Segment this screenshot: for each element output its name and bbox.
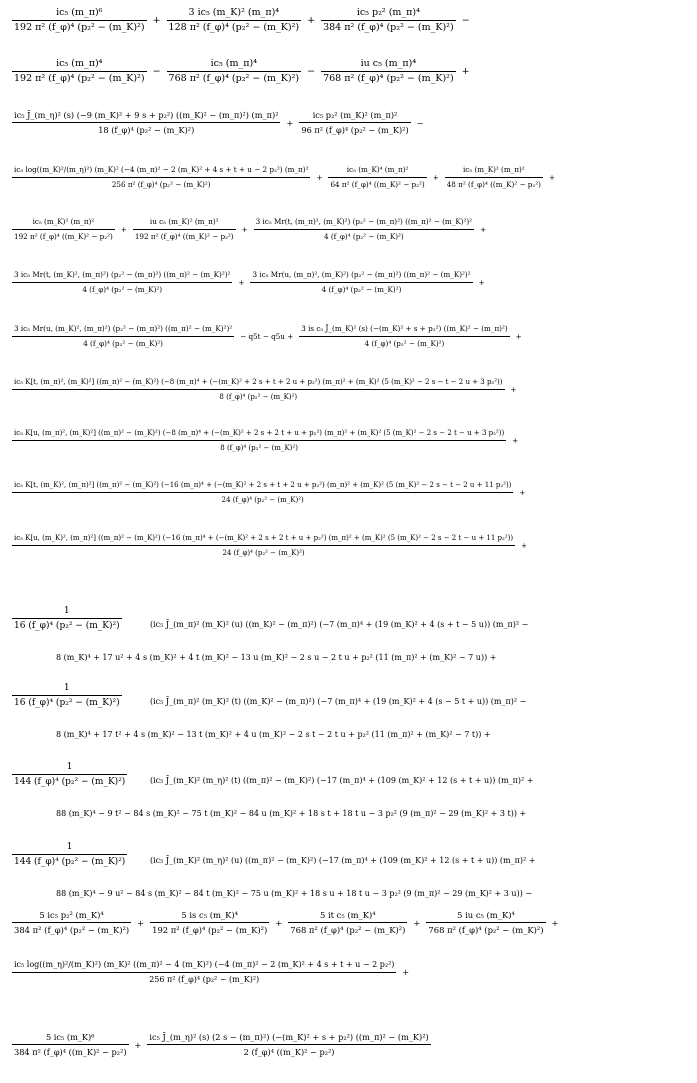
fraction-term bbox=[12, 1030, 129, 1059]
numerator: 3 ic₅ Mr(u, (m_π)², (m_K)²) (p₂² − (m_π)²) ((m_π)² − (m_K)²)² bbox=[252, 270, 471, 279]
operator: + bbox=[478, 278, 485, 287]
denominator: 192 π² (f_φ)⁴ (p₂² − (m_K)²) bbox=[14, 73, 145, 84]
denominator: 8 (f_φ)⁴ (p₂² − (m_K)²) bbox=[219, 393, 298, 401]
fraction-term bbox=[12, 108, 280, 137]
operator: + bbox=[120, 225, 127, 234]
operator: + bbox=[548, 173, 555, 182]
operator: − q5t − q5u + bbox=[240, 332, 294, 341]
operator: + bbox=[316, 173, 323, 182]
numerator: ic₅ p₂² (m_K)² (m_π)² bbox=[312, 110, 398, 120]
fraction-term bbox=[133, 215, 236, 244]
prefactor-fraction bbox=[12, 840, 127, 869]
numerator: ic₅ J̄_(m_η)² (s) (−9 (m_K)² + 9 s + p₂²) ((m_K)² − (m_π)²) (m_π)² bbox=[14, 110, 279, 120]
denominator: 144 (f_φ)⁴ (p₂² − (m_K)²) bbox=[14, 857, 126, 867]
fraction-term bbox=[12, 163, 310, 192]
expression-row-0 bbox=[10, 6, 691, 35]
operator: + bbox=[515, 332, 522, 341]
denominator: 192 π² (f_φ)⁴ (p₂² − (m_K)²) bbox=[14, 22, 145, 33]
operator: + bbox=[241, 225, 248, 234]
numerator: 1 bbox=[66, 762, 73, 772]
fraction-term bbox=[299, 322, 509, 351]
denominator: 48 π² (f_φ)⁴ ((m_K)² − p₂²) bbox=[446, 180, 541, 189]
numerator: ic₅ K[u, (m_π)², (m_K)²] ((m_π)² − (m_K)²) (−8 (m_π)⁴ + (−(m_K)² + 2 s + 2 t + u + p₂²) (m_π)² + (m_K)² (5 (m_K)² − 2 s − 2 t − u + 3 p₂²)) bbox=[14, 429, 505, 437]
numerator: 1 bbox=[63, 683, 70, 693]
numerator: 5 iu c₅ (m_K)⁴ bbox=[457, 910, 515, 920]
operator: + bbox=[512, 436, 519, 445]
block-line-1: (ic₅ J̄_(m_K)² (m_η)² (t) ((m_π)² − (m_K)²) (−17 (m_π)⁴ + (109 (m_K)² + 12 (s + t + u)) (m_π)² + bbox=[150, 776, 534, 785]
numerator: 3 ic₅ Mr(t, (m_K)², (m_π)²) (p₂² − (m_π)²) ((m_π)² − (m_K)²)² bbox=[14, 270, 231, 279]
numerator: ic₅ (m_π)⁶ bbox=[56, 7, 103, 18]
expression-row-3 bbox=[10, 163, 691, 192]
expression-row-1 bbox=[10, 57, 691, 86]
numerator: ic₅ (m_K)² (m_π)² bbox=[32, 217, 95, 226]
expression-row-7 bbox=[10, 375, 691, 404]
expression-row-9 bbox=[10, 478, 691, 507]
numerator: ic₅ log((m_η)²/(m_K)²) (m_K)² ((m_π)² − 4 (m_K)²) (−4 (m_π)² − 2 (m_K)² + 4 s + t + u − 2 p₂²) bbox=[14, 960, 395, 969]
block-line-2: 88 (m_K)⁴ − 9 u² − 84 s (m_K)² − 84 t (m_K)² − 75 u (m_K)² + 18 s u + 18 t u − 3 p₂² (9 (m_π)² − 29 (m_K)² + 3 u)) − bbox=[56, 889, 533, 898]
operator: + bbox=[152, 15, 161, 26]
block-line-1: (ic₅ J̄_(m_K)² (m_η)² (u) ((m_π)² − (m_K)²) (−17 (m_π)⁴ + (109 (m_K)² + 12 (s + t + u)) (m_π)² + bbox=[150, 856, 536, 865]
fraction-term bbox=[147, 1030, 430, 1059]
denominator: 24 (f_φ)⁴ (p₂² − (m_K)²) bbox=[221, 496, 304, 504]
expression-row-2 bbox=[10, 108, 691, 137]
denominator: 18 (f_φ)⁴ (p₂² − (m_K)²) bbox=[98, 125, 195, 135]
block-line-2: 8 (m_K)⁴ + 17 u² + 4 s (m_K)² + 4 t (m_K)² − 13 u (m_K)² − 2 s u − 2 t u + p₂² (11 (m_π)² + (m_K)² − 7 u)) + bbox=[56, 653, 497, 662]
numerator: ic₅ K[u, (m_K)², (m_π)²] ((m_π)² − (m_K)²) (−16 (m_π)⁴ + (−(m_K)² + 2 s + 2 t + u + p₂²) (m_π)² + (m_K)² (5 (m_K)² − 2 s − 2 t − u + 11 p₂²)) bbox=[14, 534, 514, 542]
fraction-term bbox=[12, 908, 131, 937]
denominator: 384 π² (f_φ)⁴ (p₂² − (m_K)²) bbox=[14, 925, 130, 935]
fraction-term bbox=[150, 908, 269, 937]
denominator: 16 (f_φ)⁴ (p₂² − (m_K)²) bbox=[14, 698, 120, 708]
block-line-1: (ic₅ J̄_(m_π)² (m_K)² (t) ((m_K)² − (m_π)²) (−7 (m_π)⁴ + (19 (m_K)² + 4 (s − 5 t + u)) (m_π)² − bbox=[150, 697, 527, 706]
expression-row-6 bbox=[10, 322, 691, 351]
denominator: 384 π² (f_φ)⁴ ((m_K)² − p₂²) bbox=[14, 1047, 127, 1057]
fraction-term bbox=[12, 426, 506, 455]
numerator: iu c₅ (m_π)⁴ bbox=[360, 58, 417, 69]
fraction-term bbox=[12, 531, 515, 560]
denominator: 192 π² (f_φ)⁴ ((m_K)² − p₂²) bbox=[14, 232, 113, 241]
prefactor-fraction bbox=[12, 604, 122, 633]
operator: + bbox=[480, 225, 487, 234]
operator: − bbox=[307, 66, 316, 77]
denominator: 256 π² (f_φ)⁴ (p₂² − (m_K)²) bbox=[149, 975, 260, 984]
fraction-term bbox=[12, 57, 147, 86]
expression-row-5 bbox=[10, 268, 691, 297]
denominator: 96 π² (f_φ)⁴ (p₂² − (m_K)²) bbox=[301, 125, 409, 135]
operator: + bbox=[519, 488, 526, 497]
fraction-term bbox=[321, 6, 456, 35]
fraction-term bbox=[12, 375, 505, 404]
denominator: 768 π² (f_φ)⁴ (p₂² − (m_K)²) bbox=[168, 73, 300, 84]
numerator: ic₅ (m_K)⁴ (m_π)² bbox=[346, 165, 409, 174]
denominator: 24 (f_φ)⁴ (p₂² − (m_K)²) bbox=[222, 549, 305, 557]
denominator: 128 π² (f_φ)⁴ (p₂² − (m_K)²) bbox=[168, 22, 300, 33]
fraction-term bbox=[426, 908, 545, 937]
fraction-term bbox=[167, 57, 302, 86]
denominator: 144 (f_φ)⁴ (p₂² − (m_K)²) bbox=[14, 777, 126, 787]
denominator: 4 (f_φ)⁴ (p₂² − (m_K)²) bbox=[82, 285, 163, 294]
numerator: ic₅ J̄_(m_η)² (s) (2 s − (m_π)²) (−(m_K)² + s + p₂²) ((m_π)² − (m_K)²) bbox=[149, 1032, 429, 1042]
numerator: 5 it c₅ (m_K)⁴ bbox=[319, 910, 376, 920]
fraction-term bbox=[445, 163, 543, 192]
fraction-term bbox=[12, 478, 513, 507]
denominator: 4 (f_φ)⁴ (p₂² − (m_K)²) bbox=[364, 339, 445, 348]
fraction-term bbox=[167, 6, 302, 35]
denominator: 192 π² (f_φ)⁴ ((m_K)² − p₂²) bbox=[134, 232, 234, 241]
expression-row-tail-1 bbox=[10, 958, 691, 987]
prefactor-fraction bbox=[12, 760, 127, 789]
operator: + bbox=[286, 117, 294, 128]
fraction-term bbox=[12, 268, 232, 297]
operator: + bbox=[510, 385, 517, 394]
fraction-term bbox=[321, 57, 456, 86]
expression-row-tail-0 bbox=[10, 908, 691, 937]
numerator: iu c₅ (m_K)² (m_π)² bbox=[149, 217, 219, 226]
block-line-2: 8 (m_K)⁴ + 17 t² + 4 s (m_K)² − 13 t (m_K)² + 4 u (m_K)² − 2 s t − 2 t u + p₂² (11 (m_π)² + (m_K)² − 7 t)) + bbox=[56, 730, 491, 739]
operator: + bbox=[432, 173, 439, 182]
expression-row-4 bbox=[10, 215, 691, 244]
numerator: 3 ic₅ Mr(t, (m_π)², (m_K)²) (p₂² − (m_π)²) ((m_π)² − (m_K)²)² bbox=[255, 217, 473, 226]
fraction-term bbox=[299, 108, 410, 137]
denominator: 2 (f_φ)⁴ ((m_K)² − p₂²) bbox=[243, 1047, 335, 1057]
operator: + bbox=[137, 917, 145, 928]
denominator: 16 (f_φ)⁴ (p₂² − (m_K)²) bbox=[14, 621, 120, 631]
operator: + bbox=[307, 15, 316, 26]
denominator: 4 (f_φ)⁴ (p₂² − (m_K)²) bbox=[83, 339, 163, 348]
numerator: 1 bbox=[63, 606, 70, 616]
numerator: ic₅ K[t, (m_K)², (m_π)²] ((m_π)² − (m_K)²) (−16 (m_π)⁴ + (−(m_K)² + 2 s + t + 2 u + p₂²) (m_π)² + (m_K)² (5 (m_K)² − 2 s − t − 2 u + 11 p₂²)) bbox=[14, 481, 512, 489]
prefactor-fraction bbox=[12, 681, 122, 710]
operator: + bbox=[275, 917, 283, 928]
operator: + bbox=[134, 1039, 142, 1050]
fraction-term bbox=[254, 215, 474, 244]
denominator: 768 π² (f_φ)⁴ (p₂² − (m_K)²) bbox=[428, 925, 544, 935]
fraction-term bbox=[250, 268, 472, 297]
numerator: 3 ic₅ Mr(u, (m_K)², (m_π)²) (p₂² − (m_π)²) ((m_π)² − (m_K)²)² bbox=[14, 324, 233, 333]
block-line-1: (ic₅ J̄_(m_π)² (m_K)² (u) ((m_K)² − (m_π)²) (−7 (m_π)⁴ + (19 (m_K)² + 4 (s + t − 5 u)) (m_π)² − bbox=[150, 620, 529, 629]
fraction-term bbox=[12, 215, 115, 244]
expression-row-10 bbox=[10, 531, 691, 560]
numerator: 3 ic₅ (m_K)² (m_π)⁴ bbox=[188, 7, 280, 18]
fraction-term bbox=[328, 163, 426, 192]
fraction-term bbox=[12, 322, 234, 351]
operator: + bbox=[461, 66, 470, 77]
operator: + bbox=[402, 968, 410, 977]
operator: + bbox=[551, 917, 559, 928]
fraction-term bbox=[12, 958, 396, 987]
operator: + bbox=[413, 917, 421, 928]
denominator: 768 π² (f_φ)⁴ (p₂² − (m_K)²) bbox=[323, 73, 454, 84]
numerator: ic₅ p₂² (m_π)⁴ bbox=[356, 7, 420, 18]
denominator: 8 (f_φ)⁴ (p₂² − (m_K)²) bbox=[220, 444, 298, 452]
numerator: ic₅ (m_π)⁴ bbox=[210, 58, 258, 69]
denominator: 192 π² (f_φ)⁴ (p₂² − (m_K)²) bbox=[152, 925, 268, 935]
fraction-term bbox=[288, 908, 407, 937]
denominator: 256 π² (f_φ)⁴ (p₂² − (m_K)²) bbox=[111, 180, 211, 189]
numerator: ic₅ K[t, (m_π)², (m_K)²] ((m_π)² − (m_K)²) (−8 (m_π)⁴ + (−(m_K)² + 2 s + t + 2 u + p₂²) (m_π)² + (m_K)² (5 (m_K)² − 2 s − t − 2 u + 3 p₂²)) bbox=[14, 378, 503, 386]
numerator: 1 bbox=[66, 842, 73, 852]
operator: − bbox=[461, 15, 470, 26]
operator: + bbox=[521, 541, 527, 550]
numerator: 3 is c₅ J̄_(m_K)² (s) (−(m_K)² + s + p₂²) ((m_K)² − (m_π)²) bbox=[301, 324, 508, 333]
operator: + bbox=[238, 278, 245, 287]
denominator: 4 (f_φ)⁴ (p₂² − (m_K)²) bbox=[321, 285, 402, 294]
expression-row-tail-2 bbox=[10, 1030, 691, 1059]
numerator: 5 ic₅ (m_K)⁶ bbox=[45, 1032, 95, 1042]
denominator: 768 π² (f_φ)⁴ (p₂² − (m_K)²) bbox=[290, 925, 406, 935]
numerator: ic₅ (m_π)⁴ bbox=[56, 58, 103, 69]
numerator: 5 ic₅ p₂² (m_K)⁴ bbox=[39, 910, 104, 920]
operator: − bbox=[152, 66, 161, 77]
denominator: 384 π² (f_φ)⁴ (p₂² − (m_K)²) bbox=[323, 22, 454, 33]
numerator: ic₅ (m_K)² (m_π)² bbox=[463, 165, 525, 174]
block-line-2: 88 (m_K)⁴ − 9 t² − 84 s (m_K)² − 75 t (m_K)² − 84 u (m_K)² + 18 s t + 18 t u − 3 p₂² (9 (m_π)² − 29 (m_K)² + 3 t)) + bbox=[56, 809, 527, 818]
denominator: 64 π² (f_φ)⁴ ((m_K)² − p₂²) bbox=[330, 180, 425, 189]
operator: − bbox=[416, 117, 424, 128]
numerator: 5 is c₅ (m_K)⁴ bbox=[181, 910, 238, 920]
expression-row-8 bbox=[10, 426, 691, 455]
denominator: 4 (f_φ)⁴ (p₂² − (m_K)²) bbox=[323, 232, 404, 241]
numerator: ic₅ log((m_K)²/(m_η)²) (m_K)² (−4 (m_π)² − 2 (m_K)² + 4 s + t + u − 2 p₂²) (m_π)² bbox=[14, 165, 309, 174]
fraction-term bbox=[12, 6, 147, 35]
